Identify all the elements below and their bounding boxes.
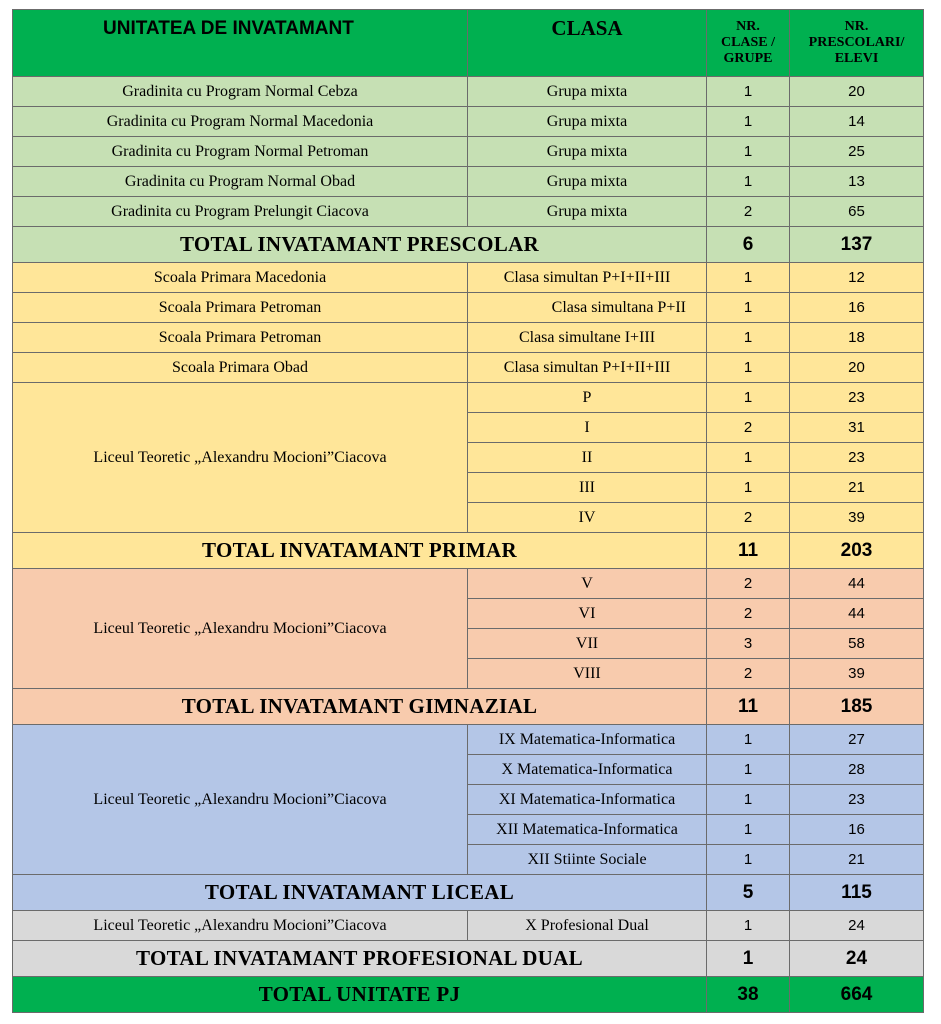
students-cell: 65 <box>790 197 924 227</box>
class-cell: P <box>468 383 707 413</box>
nr-cell: 1 <box>707 167 790 197</box>
class-cell: II <box>468 443 707 473</box>
class-cell: XII Matematica-Informatica <box>468 815 707 845</box>
nr-cell: 2 <box>707 569 790 599</box>
nr-cell: 1 <box>707 911 790 941</box>
total-nr: 5 <box>707 875 790 911</box>
table-header-row <box>13 10 924 77</box>
total-row-gimnazial <box>13 689 924 725</box>
students-cell: 28 <box>790 755 924 785</box>
table-row <box>13 911 924 941</box>
unit-cell: Liceul Teoretic „Alexandru Mocioni”Ciacova <box>13 383 468 533</box>
students-cell: 23 <box>790 383 924 413</box>
class-cell: III <box>468 473 707 503</box>
class-cell: Grupa mixta <box>468 107 707 137</box>
class-cell: Grupa mixta <box>468 197 707 227</box>
unit-cell: Liceul Teoretic „Alexandru Mocioni”Ciacova <box>13 569 468 689</box>
total-label: TOTAL INVATAMANT GIMNAZIAL <box>13 689 707 725</box>
students-cell: 21 <box>790 473 924 503</box>
class-cell: Clasa simultane I+III <box>468 323 707 353</box>
students-cell: 39 <box>790 503 924 533</box>
table-row <box>13 137 924 167</box>
students-cell: 25 <box>790 137 924 167</box>
grand-total-row <box>13 977 924 1013</box>
class-cell: X Profesional Dual <box>468 911 707 941</box>
header-unit: UNITATEA DE INVATAMANT <box>13 10 468 77</box>
unit-cell: Gradinita cu Program Normal Obad <box>13 167 468 197</box>
nr-cell: 1 <box>707 137 790 167</box>
total-nr: 1 <box>707 941 790 977</box>
nr-cell: 2 <box>707 599 790 629</box>
total-students: 115 <box>790 875 924 911</box>
nr-cell: 1 <box>707 107 790 137</box>
table-row <box>13 107 924 137</box>
nr-cell: 1 <box>707 785 790 815</box>
nr-cell: 3 <box>707 629 790 659</box>
total-label: TOTAL INVATAMANT PRIMAR <box>13 533 707 569</box>
nr-cell: 2 <box>707 503 790 533</box>
nr-cell: 1 <box>707 353 790 383</box>
header-class: CLASA <box>468 10 707 77</box>
students-cell: 13 <box>790 167 924 197</box>
nr-cell: 1 <box>707 725 790 755</box>
enrollment-table <box>12 9 924 1013</box>
table-row <box>13 263 924 293</box>
class-cell: V <box>468 569 707 599</box>
class-cell: Clasa simultan P+I+II+III <box>468 263 707 293</box>
unit-cell: Scoala Primara Petroman <box>13 293 468 323</box>
unit-cell: Liceul Teoretic „Alexandru Mocioni”Ciacova <box>13 911 468 941</box>
students-cell: 16 <box>790 293 924 323</box>
students-cell: 20 <box>790 77 924 107</box>
nr-cell: 1 <box>707 815 790 845</box>
students-cell: 39 <box>790 659 924 689</box>
table-row <box>13 569 924 599</box>
nr-cell: 1 <box>707 845 790 875</box>
students-cell: 18 <box>790 323 924 353</box>
total-row-primar <box>13 533 924 569</box>
nr-cell: 1 <box>707 293 790 323</box>
table-row <box>13 725 924 755</box>
nr-cell: 2 <box>707 659 790 689</box>
class-cell: VII <box>468 629 707 659</box>
unit-cell: Gradinita cu Program Normal Petroman <box>13 137 468 167</box>
students-cell: 21 <box>790 845 924 875</box>
students-cell: 44 <box>790 599 924 629</box>
total-students: 24 <box>790 941 924 977</box>
class-cell: XII Stiinte Sociale <box>468 845 707 875</box>
class-cell: XI Matematica-Informatica <box>468 785 707 815</box>
unit-cell: Liceul Teoretic „Alexandru Mocioni”Ciacova <box>13 725 468 875</box>
nr-cell: 2 <box>707 413 790 443</box>
header-count-classes: NR. CLASE / GRUPE <box>707 10 790 77</box>
unit-cell: Gradinita cu Program Normal Macedonia <box>13 107 468 137</box>
students-cell: 27 <box>790 725 924 755</box>
class-cell: IV <box>468 503 707 533</box>
total-nr: 6 <box>707 227 790 263</box>
class-cell: Grupa mixta <box>468 137 707 167</box>
unit-cell: Scoala Primara Macedonia <box>13 263 468 293</box>
total-nr: 11 <box>707 533 790 569</box>
class-cell: Grupa mixta <box>468 77 707 107</box>
students-cell: 58 <box>790 629 924 659</box>
class-cell: Clasa simultan P+I+II+III <box>468 353 707 383</box>
total-label: TOTAL INVATAMANT PRESCOLAR <box>13 227 707 263</box>
class-cell: VI <box>468 599 707 629</box>
unit-cell: Gradinita cu Program Normal Cebza <box>13 77 468 107</box>
class-cell: Grupa mixta <box>468 167 707 197</box>
students-cell: 23 <box>790 443 924 473</box>
nr-cell: 1 <box>707 77 790 107</box>
total-nr: 11 <box>707 689 790 725</box>
total-row-dual <box>13 941 924 977</box>
total-label: TOTAL INVATAMANT PROFESIONAL DUAL <box>13 941 707 977</box>
grand-total-nr: 38 <box>707 977 790 1013</box>
students-cell: 12 <box>790 263 924 293</box>
class-cell: Clasa simultana P+II <box>468 293 707 323</box>
table-row <box>13 383 924 413</box>
class-cell: X Matematica-Informatica <box>468 755 707 785</box>
total-row-liceal <box>13 875 924 911</box>
nr-cell: 1 <box>707 755 790 785</box>
grand-total-label: TOTAL UNITATE PJ <box>13 977 707 1013</box>
class-cell: I <box>468 413 707 443</box>
table-row <box>13 293 924 323</box>
students-cell: 31 <box>790 413 924 443</box>
students-cell: 16 <box>790 815 924 845</box>
table-row <box>13 197 924 227</box>
total-label: TOTAL INVATAMANT LICEAL <box>13 875 707 911</box>
students-cell: 44 <box>790 569 924 599</box>
nr-cell: 1 <box>707 263 790 293</box>
total-row-prescolar <box>13 227 924 263</box>
class-cell: VIII <box>468 659 707 689</box>
nr-cell: 2 <box>707 197 790 227</box>
table-row <box>13 77 924 107</box>
unit-cell: Scoala Primara Obad <box>13 353 468 383</box>
class-cell: IX Matematica-Informatica <box>468 725 707 755</box>
total-students: 203 <box>790 533 924 569</box>
students-cell: 23 <box>790 785 924 815</box>
table-row <box>13 353 924 383</box>
header-count-students: NR. PRESCOLARI/ ELEVI <box>790 10 924 77</box>
students-cell: 24 <box>790 911 924 941</box>
nr-cell: 1 <box>707 383 790 413</box>
total-students: 137 <box>790 227 924 263</box>
unit-cell: Scoala Primara Petroman <box>13 323 468 353</box>
unit-cell: Gradinita cu Program Prelungit Ciacova <box>13 197 468 227</box>
table-row <box>13 323 924 353</box>
grand-total-students: 664 <box>790 977 924 1013</box>
students-cell: 20 <box>790 353 924 383</box>
nr-cell: 1 <box>707 443 790 473</box>
nr-cell: 1 <box>707 323 790 353</box>
total-students: 185 <box>790 689 924 725</box>
nr-cell: 1 <box>707 473 790 503</box>
students-cell: 14 <box>790 107 924 137</box>
table-row <box>13 167 924 197</box>
